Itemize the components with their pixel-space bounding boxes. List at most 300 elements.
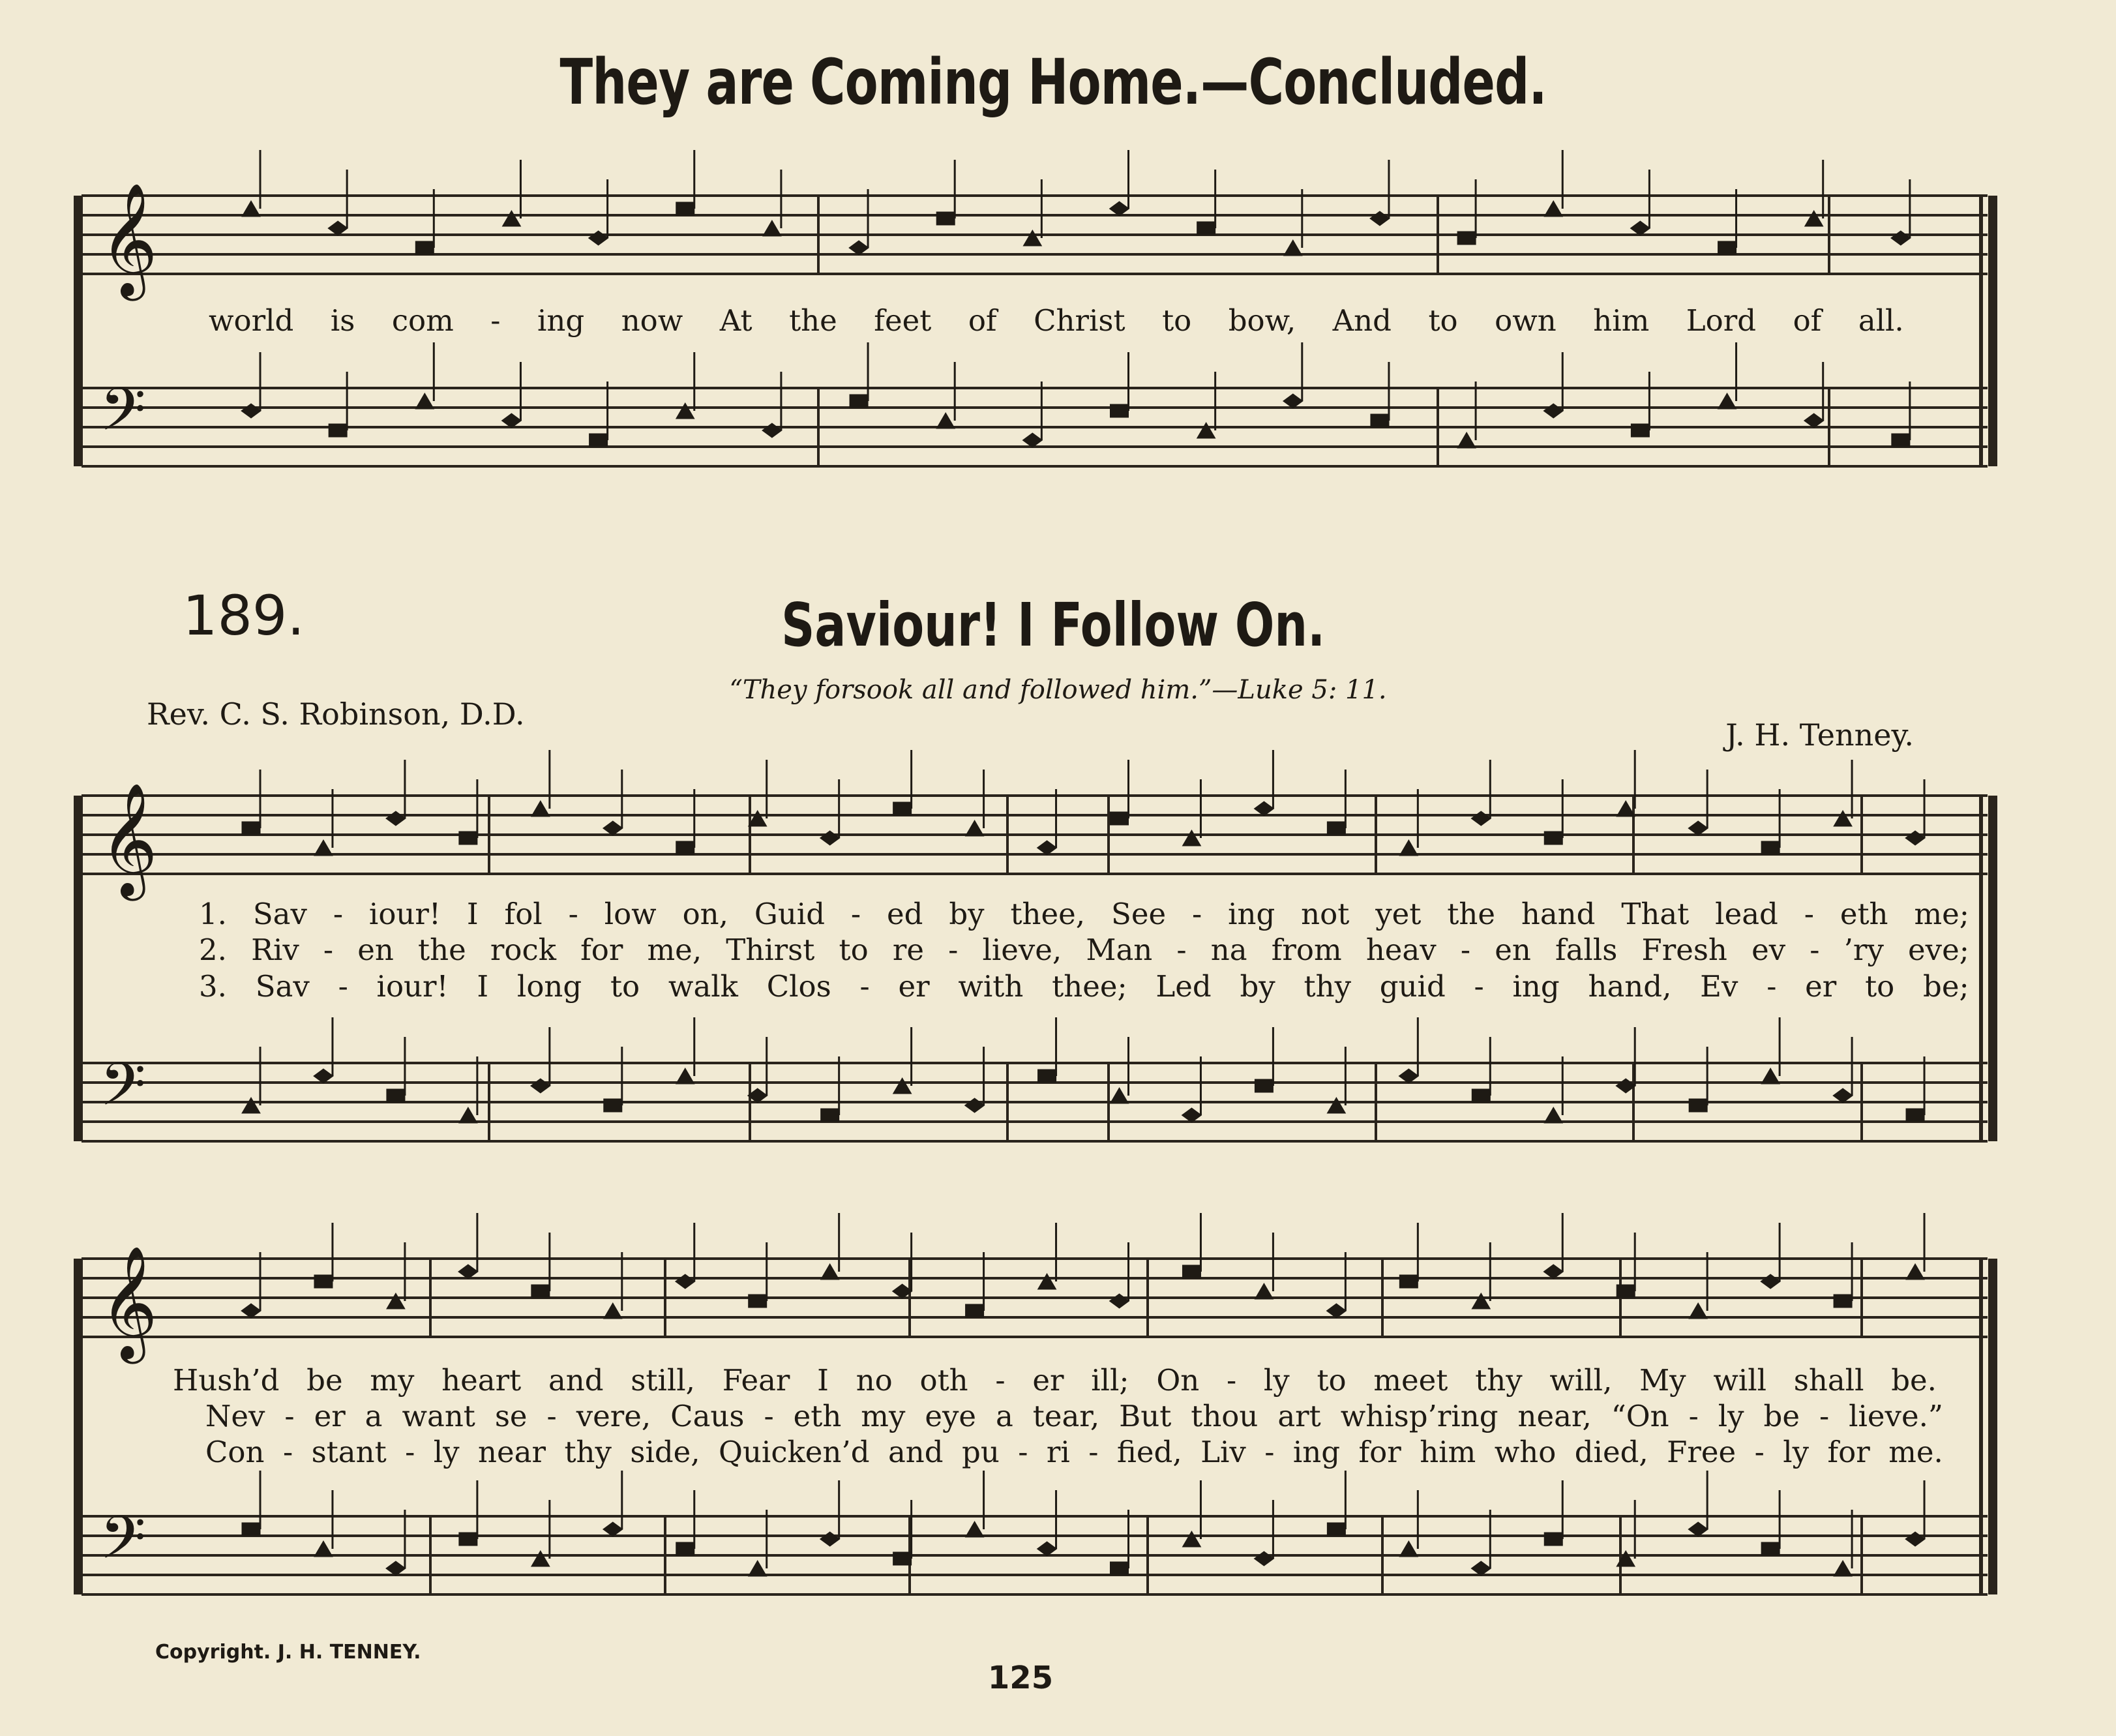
shape-note [1905,1532,1925,1546]
lyric-syllable: eth [1840,897,1888,931]
lyric-syllable: I [477,969,489,1004]
lyric-syllable: hand, [1588,969,1672,1004]
shape-note [1630,221,1650,235]
shape-note [1761,841,1780,854]
lyric-syllable: my [370,1363,415,1398]
shape-note [1544,1107,1562,1123]
lyric-syllable: My [1639,1363,1686,1398]
lyric-syllable: world [209,303,294,338]
lyric-syllable: ing [537,303,585,338]
shape-note [387,1089,405,1102]
lyric-syllable: er [1032,1363,1064,1398]
lyric-syllable: my [861,1399,906,1433]
shape-note [1905,831,1925,845]
shape-note [676,403,694,419]
lyric-syllable: Fear [722,1363,790,1398]
shape-note [241,1304,261,1318]
hymn-title: Saviour! I Follow On. [781,590,1326,660]
lyric-syllable: - [1688,1399,1699,1433]
previous-hymn-lyrics [209,303,1904,338]
shape-note [1689,1099,1707,1112]
shape-note [1761,1274,1780,1289]
shape-note [1471,1561,1491,1576]
lyric-syllable: feet [874,303,932,338]
lyric-syllable: still, [631,1363,695,1398]
shape-note [1544,201,1562,217]
shape-note [1834,1295,1852,1308]
shape-note [314,840,333,856]
lyric-syllable: ing [1292,1435,1341,1469]
lyric-syllable: Lord [1686,303,1757,338]
lyric-syllable: to [1428,303,1458,338]
shape-note [749,1295,767,1308]
lyric-syllable: side, [630,1435,700,1469]
lyric-syllable: near [478,1435,546,1469]
shape-note [1038,1274,1056,1289]
shape-note [589,231,608,245]
shape-note [1327,1098,1345,1113]
lyric-syllable: be; [1923,969,1969,1004]
shape-note [763,220,781,236]
shape-note [1834,1561,1852,1576]
lyric-syllable: ’ry [1843,933,1884,967]
shape-note [1805,211,1823,226]
lyric-syllable: 3. [199,969,227,1004]
lyric-syllable: er [1805,969,1837,1004]
lyric-syllable: and [887,1435,944,1469]
composer-credit: J. H. Tenney. [1725,717,1914,753]
shape-note [386,811,406,826]
shape-note [459,1533,477,1546]
shape-note [531,801,550,816]
shape-note [1327,1523,1345,1536]
shape-note [1370,211,1390,226]
shape-note [1617,1285,1635,1298]
shape-note [1182,1265,1200,1278]
lyric-syllable: with [958,969,1024,1004]
shape-note [849,241,869,255]
shape-note [936,413,955,428]
lyric-syllable: - [1191,897,1202,931]
shape-note [1471,811,1491,826]
lyric-syllable: me. [1888,1435,1943,1469]
lyric-syllable: And [1332,303,1392,338]
lyric-syllable: thy [1475,1363,1523,1398]
shape-note [1371,414,1389,427]
shape-note [1283,394,1303,408]
copyright-notice: Copyright. J. H. TENNEY. [155,1641,421,1664]
lyric-syllable: ly [1718,1399,1744,1433]
shape-note [1110,1562,1129,1575]
lyric-syllable: - [1754,1435,1765,1469]
shape-note [1804,413,1824,428]
lyric-syllable: the [418,933,466,967]
lyric-syllable: On [1156,1363,1200,1398]
lyric-syllable: ing [1512,969,1560,1004]
lyric-syllable: for [1358,1435,1401,1469]
lyric-syllable: com [391,303,454,338]
shape-note [1110,812,1129,825]
lyric-syllable: - [1474,969,1484,1004]
lyric-syllable: falls [1555,933,1618,967]
lyric-syllable: hand [1521,897,1596,931]
lyric-syllable: thy [564,1435,612,1469]
shape-note [1906,1109,1924,1122]
lyric-syllable: - [1264,1435,1275,1469]
shape-note [501,413,521,428]
lyric-syllable: Christ [1034,303,1125,338]
shape-note [1457,432,1476,448]
shape-note [314,1275,333,1288]
shape-note [1254,1551,1274,1566]
shape-note [762,423,782,438]
shape-note [328,221,348,235]
shape-note [1543,1265,1563,1279]
lyric-syllable: iour! [368,897,441,931]
shape-note [459,831,477,845]
lyric-syllable: na [1210,933,1247,967]
lyric-syllable: will [1713,1363,1767,1398]
lyric-syllable: Sav [252,897,307,931]
lyric-syllable: ing [1228,897,1275,931]
lyric-syllable: will, [1549,1363,1613,1398]
lyric-syllable: eye [925,1399,977,1433]
lyric-syllable: ed [887,897,923,931]
shape-note [415,241,434,254]
shape-note [850,395,868,408]
lyric-syllable: - [764,1399,774,1433]
shape-note [458,1265,478,1279]
shape-note [1110,404,1129,417]
lyric-syllable: - [995,1363,1006,1398]
lyric-syllable: Ev [1700,969,1738,1004]
shape-note [1399,840,1418,856]
lyric-syllable: - [490,303,501,338]
lyric-syllable: whisp’ring [1340,1399,1498,1433]
shape-note [589,434,608,447]
lyric-syllable: died, [1574,1435,1648,1469]
shape-note [1110,1294,1129,1308]
lyric-syllable: shall [1793,1363,1864,1398]
lyric-syllable: low [604,897,657,931]
shape-note [821,1109,839,1122]
lyric-syllable: a [365,1399,383,1433]
verse-2-line-1 [199,933,1969,967]
lyric-syllable: ly [1783,1435,1810,1469]
shape-note [821,1264,839,1280]
verse-3-line-1 [199,969,1969,1004]
shape-note [1906,1264,1924,1280]
lyric-syllable: - [1018,1435,1028,1469]
lyric-syllable: Liv [1200,1435,1246,1469]
shape-note [820,831,840,845]
lyric-syllable: Led [1155,969,1212,1004]
lyric-syllable: the [1447,897,1495,931]
shape-note [676,841,694,854]
shape-note [1834,811,1852,826]
shape-note [1037,841,1057,855]
shape-note [241,404,261,418]
shape-note [531,1285,550,1298]
lyric-syllable: - [1804,897,1814,931]
lyric-syllable: no [856,1363,893,1398]
verse-2-line-2 [205,1399,1943,1433]
clefs [100,183,158,1587]
shape-note [749,1561,767,1576]
lyric-syllable: ly [433,1435,460,1469]
shape-note [1037,1542,1057,1556]
shape-note [1688,821,1708,835]
treble-clef-icon: 𝄞 [100,1246,158,1359]
lyric-syllable: by [949,897,985,931]
lyric-syllable: walk [668,969,738,1004]
lyric-syllable: vere, [576,1399,651,1433]
lyric-syllable: That [1621,897,1690,931]
shape-note [676,1542,694,1555]
lyric-syllable: en [357,933,394,967]
shape-note [1022,433,1042,447]
lyric-syllable: lieve.” [1849,1399,1943,1433]
lyric-syllable: me, [647,933,702,967]
bass-clef-icon: 𝄢 [100,1503,146,1587]
lyric-syllable: - [850,897,861,931]
treble-clef-icon: 𝄞 [100,783,158,896]
shape-note [1399,1541,1418,1557]
lyric-syllable: lieve, [982,933,1062,967]
lyric-syllable: - [338,969,348,1004]
lyric-syllable: - [323,933,334,967]
shape-note [1718,393,1736,409]
lyric-syllable: Quicken’d [719,1435,870,1469]
shape-note [1110,1088,1129,1103]
lyric-syllable: At [719,303,753,338]
lyric-syllable: Hush’d [173,1363,280,1398]
shape-note [965,1098,985,1113]
lyric-syllable: See [1111,897,1167,931]
shape-note [1631,424,1649,437]
lyric-syllable: - [284,1399,295,1433]
treble-clef-icon: 𝄞 [100,183,158,296]
lyric-syllable: Guid [754,897,826,931]
lyric-syllable: Clos [766,969,831,1004]
lyric-syllable: and [548,1363,604,1398]
lyric-syllable: oth [919,1363,968,1398]
shape-note [1182,830,1200,846]
lyric-syllable: to [1162,303,1192,338]
lyric-syllable: Nev [205,1399,265,1433]
lyric-syllable: me; [1914,897,1969,931]
lyric-syllable: Sav [255,969,310,1004]
shape-note [1197,222,1215,235]
shape-note [1544,831,1562,845]
lyric-syllable: “On [1611,1399,1669,1433]
lyric-syllable: se [494,1399,528,1433]
lyric-syllable: 1. [199,897,227,931]
lyric-syllable: guid [1379,969,1446,1004]
shape-note [1399,1069,1418,1083]
shape-note [936,212,955,225]
hymn-number: 189. [183,584,305,648]
shape-note [1689,1303,1707,1319]
shape-note [242,1523,260,1536]
shape-note [459,1107,477,1123]
lyric-syllable: thee; [1052,969,1127,1004]
lyric-syllable: thee, [1010,897,1086,931]
shape-note [820,1532,840,1546]
lyric-syllable: - [859,969,870,1004]
shape-note [1543,404,1563,418]
lyric-syllable: - [333,897,344,931]
verse-1-line-1 [199,897,1969,931]
lyric-syllable: thy [1304,969,1351,1004]
shape-note [387,1293,405,1309]
lyric-syllable: be [306,1363,343,1398]
lyric-syllable: to [610,969,640,1004]
lyric-syllable: from [1271,933,1342,967]
lyric-syllable: of [968,303,997,338]
lyric-syllable: - [1810,933,1820,967]
shape-note [1688,1522,1708,1536]
shape-note [1182,1108,1201,1122]
bass-clef-icon: 𝄢 [100,1050,146,1133]
shape-note [1254,801,1274,816]
lyric-syllable: en [1495,933,1531,967]
lyric-syllable: who [1494,1435,1557,1469]
lyric-syllable: eve; [1908,933,1969,967]
lyric-syllable: iour! [376,969,449,1004]
lyric-syllable: er [898,969,930,1004]
shape-note [531,1079,550,1093]
shape-note [1457,232,1476,245]
lyric-syllable: - [405,1435,415,1469]
shape-note [1761,1542,1780,1555]
lyric-syllable: - [1766,969,1777,1004]
lyric-syllable: fied, [1116,1435,1182,1469]
lyric-syllable: Thirst [726,933,815,967]
author-credit: Rev. C. S. Robinson, D.D. [147,696,525,732]
lyric-syllable: Riv [251,933,299,967]
lyric-syllable: yet [1375,897,1422,931]
lyric-syllable: 2. [199,933,227,967]
lyric-syllable: tear, [1032,1399,1100,1433]
shape-note [242,201,260,217]
lyric-syllable: Man [1086,933,1153,967]
lyric-syllable: to [1865,969,1895,1004]
lyric-syllable: be [1763,1399,1800,1433]
lyric-syllable: But [1119,1399,1172,1433]
shape-note [1110,202,1129,216]
shape-note [1472,1089,1490,1102]
shape-note [1892,434,1910,447]
shape-note [1284,240,1302,256]
lyric-syllable: by [1240,969,1275,1004]
shape-note [966,820,984,836]
shape-note [1255,1283,1273,1299]
lyric-syllable: not [1301,897,1350,931]
shape-note [1255,1079,1273,1092]
lyric-syllable: heav [1365,933,1437,967]
shape-note [1399,1275,1418,1288]
lyric-syllable: him [1593,303,1650,338]
lyric-syllable: a [995,1399,1013,1433]
shape-note [314,1069,333,1083]
shape-note [242,822,260,835]
lyric-syllable: near, [1517,1399,1592,1433]
lyric-syllable: - [546,1399,557,1433]
shape-note [415,393,434,409]
lyric-syllable: for [1827,1435,1870,1469]
lyric-syllable: to [1317,1363,1347,1398]
shape-note [531,1551,550,1566]
lyric-syllable: own [1495,303,1557,338]
shape-note [314,1541,333,1557]
lyric-syllable: rock [490,933,556,967]
shape-note [676,202,694,215]
shape-note [1891,231,1911,245]
shape-note [1023,230,1041,246]
shape-note [1718,241,1736,254]
shape-note [604,1303,622,1319]
shape-note [1833,1088,1853,1103]
verse-3-line-2 [205,1435,1943,1469]
lyric-syllable: - [1176,933,1187,967]
lyric-syllable: art [1277,1399,1321,1433]
shape-note [676,1068,694,1084]
lyric-syllable: is [330,303,355,338]
shape-note [966,1304,984,1317]
lyric-syllable: all. [1858,303,1904,338]
verse-1-line-2 [173,1363,1937,1398]
shape-note [1038,1070,1056,1083]
shape-note [893,802,912,815]
shape-note [604,1099,622,1112]
lyric-syllable: ri [1046,1435,1070,1469]
shape-note [893,1552,912,1565]
lyric-syllable: - [568,897,578,931]
lyric-syllable: of [1793,303,1822,338]
lyric-syllable: long [516,969,582,1004]
shape-note [1761,1068,1780,1084]
lyric-syllable: to [839,933,869,967]
lyric-syllable: him [1420,1435,1476,1469]
lyric-syllable: pu [962,1435,1000,1469]
lyric-syllable: Free [1667,1435,1736,1469]
bass-clef-icon: 𝄢 [100,375,146,458]
lyric-syllable: thou [1191,1399,1259,1433]
shape-note [966,1521,984,1537]
shape-note [603,821,623,835]
previous-hymn-title: They are Coming Home.—Concluded. [559,46,1547,119]
lyric-syllable: - [1088,1435,1099,1469]
lyric-syllable: - [948,933,959,967]
shape-note [603,1522,623,1536]
lyric-syllable: fol [504,897,543,931]
lyric-syllable: the [789,303,837,338]
shape-note [893,1078,912,1094]
scripture-reference: “They forsook all and followed him.”—Luke 5: 11. [729,675,1387,705]
lyric-syllable: meet [1373,1363,1448,1398]
shape-note [1327,822,1345,835]
lyric-syllable: heart [441,1363,522,1398]
lyric-syllable: - [1819,1399,1830,1433]
shape-note [1544,1533,1562,1546]
shape-note [1182,1531,1200,1547]
shape-note [502,211,520,226]
notes [241,150,1925,1576]
lyric-syllable: - [282,1435,293,1469]
lyric-syllable: Caus [670,1399,745,1433]
lyric-syllable: Con [205,1435,265,1469]
